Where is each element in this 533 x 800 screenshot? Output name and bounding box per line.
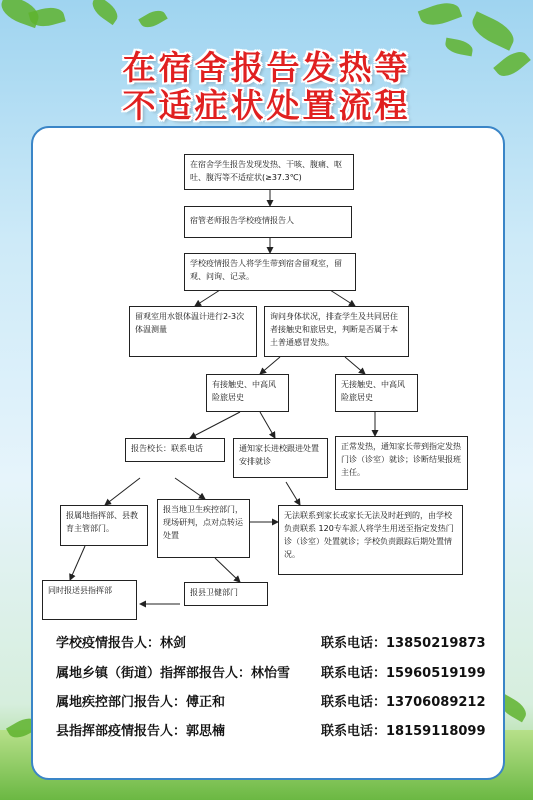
step-observation-room: 学校疫情报告人将学生带到宿舍留观室，留观、问询、记录。 <box>184 253 356 291</box>
contact-phone-county: 联系电话：18159118099 <box>321 724 486 739</box>
step-with-contact-history: 有接触史、中高风险旅居史 <box>206 374 289 412</box>
step-report-command-center: 报属地指挥部、县教育主管部门。 <box>60 505 148 546</box>
contact-role-county: 县指挥部疫情报告人：郭思楠 <box>56 724 226 739</box>
step-symptom-report: 在宿舍学生报告发现发热、干咳、腹痛、呕吐、腹泻等不适症状(≥37.3℃) <box>184 154 354 190</box>
poster-title-line2: 不适症状处置流程 <box>122 86 411 125</box>
poster-title-line1: 在宿舍报告发热等 <box>122 48 411 87</box>
contact-phone-school: 联系电话：13850219873 <box>321 636 486 651</box>
step-temperature-measure: 留观室用水银体温计进行2-3次体温测量 <box>129 306 257 357</box>
step-report-health-dept: 报县卫健部门 <box>184 582 268 606</box>
step-no-contact-history: 无接触史、中高风险旅居史 <box>335 374 418 412</box>
contact-phone-cdc: 联系电话：13706089212 <box>321 695 486 710</box>
step-normal-fever: 正常发热，通知家长带到指定发热门诊（诊室）就诊；诊断结果报班主任。 <box>335 436 468 490</box>
step-history-check: 询问身体状况，排查学生及共同居住者接触史和旅居史，判断是否属于本土普通感冒发热。 <box>264 306 409 357</box>
step-report-principal: 报告校长：联系电话 <box>125 438 225 462</box>
contact-role-cdc: 属地疾控部门报告人：傅正和 <box>56 695 226 710</box>
step-contact-120: 无法联系到家长或家长无法及时赶到的，由学校负责联系 120专车派人将学生用送至指定发热门诊（诊室）处置就诊；学校负责跟踪后期处置情况。 <box>278 505 463 575</box>
step-dorm-teacher-report: 宿管老师报告学校疫情报告人 <box>184 206 352 238</box>
contact-phone-township: 联系电话：15960519199 <box>321 666 486 681</box>
step-notify-parents: 通知家长进校跟进处置安排就诊 <box>233 438 328 478</box>
step-report-county-command: 同时报送县指挥部 <box>42 580 137 620</box>
contact-role-township: 属地乡镇（街道）指挥部报告人：林怡雪 <box>56 666 291 681</box>
contact-role-school: 学校疫情报告人：林剑 <box>56 636 187 651</box>
step-report-cdc: 报当地卫生疾控部门，现场研判，点对点转运处置 <box>157 499 250 558</box>
